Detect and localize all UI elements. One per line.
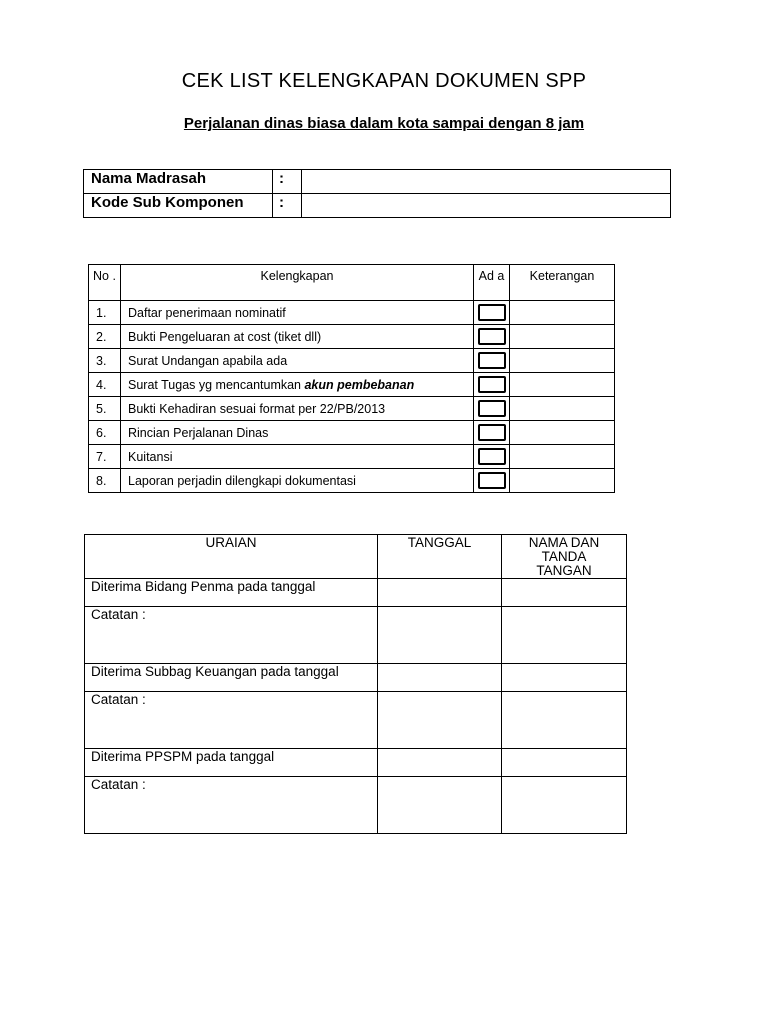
diterima-label: Diterima PPSPM pada tanggal: [85, 749, 378, 777]
table-row: [89, 397, 615, 421]
checkbox[interactable]: [478, 400, 506, 417]
table-row: [85, 579, 627, 607]
checkbox[interactable]: [478, 328, 506, 345]
keterangan-cell[interactable]: [510, 325, 615, 349]
table-row: [89, 445, 615, 469]
tanda-tangan-cell[interactable]: [502, 749, 627, 777]
uraian-table: [84, 534, 627, 834]
checkbox[interactable]: [478, 376, 506, 393]
header-tanggal: TANGGAL: [378, 535, 502, 579]
tanda-tangan-cell[interactable]: [502, 607, 627, 664]
checkbox[interactable]: [478, 304, 506, 321]
table-row: [89, 421, 615, 445]
keterangan-cell[interactable]: [510, 445, 615, 469]
item-text: Surat Undangan apabila ada: [121, 349, 474, 373]
item-number: 2.: [89, 325, 121, 349]
info-row-nama-madrasah: [84, 170, 671, 194]
table-row: [85, 749, 627, 777]
table-row: [85, 607, 627, 664]
item-text: Laporan perjadin dilengkapi dokumentasi: [121, 469, 474, 493]
info-table: [83, 169, 671, 218]
ada-cell: [474, 421, 510, 445]
table-row: [89, 349, 615, 373]
checklist-table: [88, 264, 615, 493]
keterangan-cell[interactable]: [510, 397, 615, 421]
item-number: 7.: [89, 445, 121, 469]
diterima-label: Diterima Bidang Penma pada tanggal: [85, 579, 378, 607]
document-subtitle: Perjalanan dinas biasa dalam kota sampai dengan 8 jam: [183, 115, 585, 132]
item-text: Bukti Pengeluaran at cost (tiket dll): [121, 325, 474, 349]
item-number: 4.: [89, 373, 121, 397]
tanggal-cell[interactable]: [378, 607, 502, 664]
document-title: CEK LIST KELENGKAPAN DOKUMEN SPP: [181, 70, 587, 92]
table-row: [89, 325, 615, 349]
tanggal-cell[interactable]: [378, 692, 502, 749]
catatan-label: Catatan :: [85, 692, 378, 749]
keterangan-cell[interactable]: [510, 349, 615, 373]
ada-cell: [474, 349, 510, 373]
ada-cell: [474, 469, 510, 493]
catatan-label: Catatan :: [85, 777, 378, 834]
header-uraian: URAIAN: [85, 535, 378, 579]
item-number: 1.: [89, 301, 121, 325]
ada-cell: [474, 397, 510, 421]
header-nama-tanda-tangan: NAMA DAN TANDA TANGAN: [502, 535, 627, 579]
item-number: 6.: [89, 421, 121, 445]
table-row: [89, 301, 615, 325]
info-row-kode-sub-komponen: [84, 194, 671, 218]
header-ada: Ad a: [474, 265, 510, 301]
item-number: 5.: [89, 397, 121, 421]
item-text: Daftar penerimaan nominatif: [121, 301, 474, 325]
ada-cell: [474, 325, 510, 349]
table-row: [85, 692, 627, 749]
info-colon: :: [273, 194, 302, 218]
checkbox[interactable]: [478, 424, 506, 441]
checkbox[interactable]: [478, 352, 506, 369]
keterangan-cell[interactable]: [510, 301, 615, 325]
header-keterangan: Keterangan: [510, 265, 615, 301]
tanggal-cell[interactable]: [378, 579, 502, 607]
header-kelengkapan: Kelengkapan: [121, 265, 474, 301]
table-row: [89, 469, 615, 493]
keterangan-cell[interactable]: [510, 469, 615, 493]
item-text: Rincian Perjalanan Dinas: [121, 421, 474, 445]
table-row: [85, 664, 627, 692]
ada-cell: [474, 445, 510, 469]
catatan-label: Catatan :: [85, 607, 378, 664]
checkbox[interactable]: [478, 448, 506, 465]
info-label: Nama Madrasah: [84, 170, 273, 194]
tanda-tangan-cell[interactable]: [502, 579, 627, 607]
checkbox[interactable]: [478, 472, 506, 489]
tanggal-cell[interactable]: [378, 664, 502, 692]
nama-madrasah-field[interactable]: [302, 170, 671, 194]
tanda-tangan-cell[interactable]: [502, 664, 627, 692]
uraian-header: [85, 535, 627, 579]
table-row: [85, 777, 627, 834]
info-colon: :: [273, 170, 302, 194]
info-label: Kode Sub Komponen: [84, 194, 273, 218]
item-text: Bukti Kehadiran sesuai format per 22/PB/2013: [121, 397, 474, 421]
item-number: 3.: [89, 349, 121, 373]
diterima-label: Diterima Subbag Keuangan pada tanggal: [85, 664, 378, 692]
kode-sub-komponen-field[interactable]: [302, 194, 671, 218]
tanggal-cell[interactable]: [378, 749, 502, 777]
keterangan-cell[interactable]: [510, 373, 615, 397]
ada-cell: [474, 373, 510, 397]
keterangan-cell[interactable]: [510, 421, 615, 445]
table-row: [89, 373, 615, 397]
checklist-header: [89, 265, 615, 301]
item-text: Kuitansi: [121, 445, 474, 469]
header-no: No .: [89, 265, 121, 301]
tanda-tangan-cell[interactable]: [502, 777, 627, 834]
item-text: Surat Tugas yg mencantumkan akun pembebanan: [121, 373, 474, 397]
tanggal-cell[interactable]: [378, 777, 502, 834]
tanda-tangan-cell[interactable]: [502, 692, 627, 749]
ada-cell: [474, 301, 510, 325]
item-number: 8.: [89, 469, 121, 493]
